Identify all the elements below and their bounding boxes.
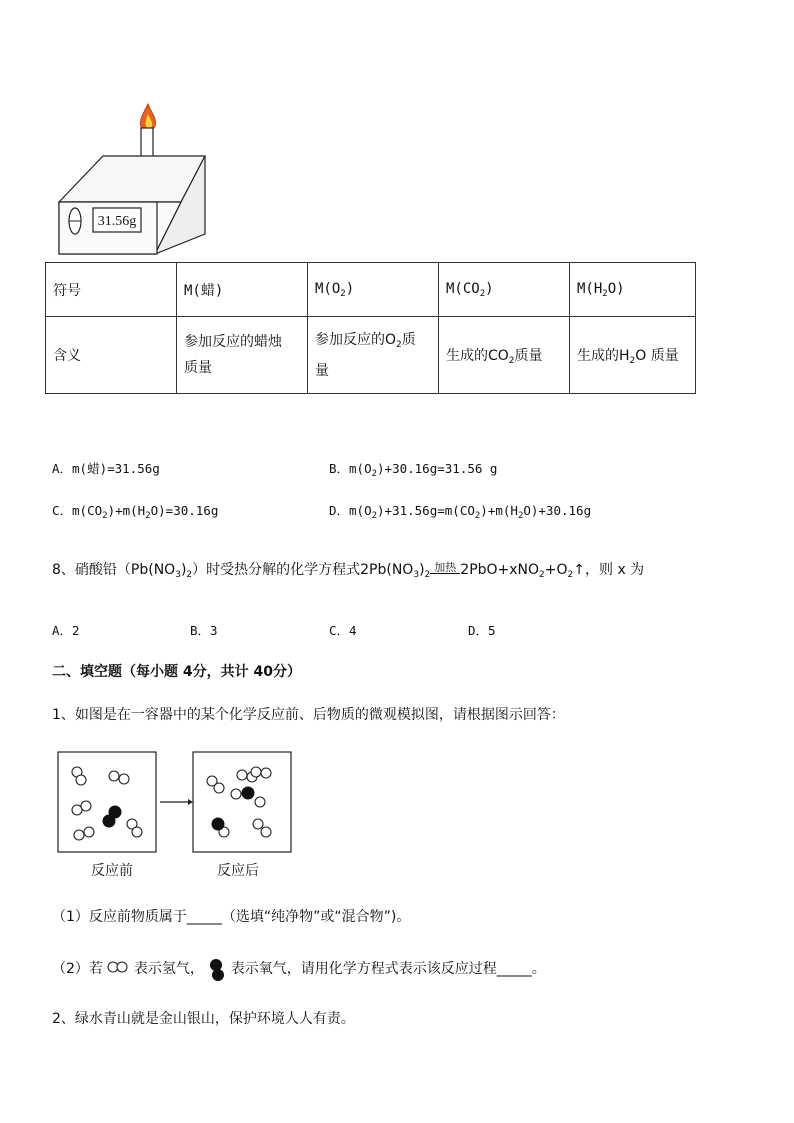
- q8-option-c: C．4: [329, 623, 357, 638]
- q7-option-c: C．$m(CO_2)+m(H_2O)=30.16g$: [52, 503, 219, 521]
- fill2-stem: 2、绿水青山就是金山银山，保护环境人人有责。: [52, 1011, 355, 1027]
- table-cell: 符号: [46, 263, 177, 317]
- table-cell: $M(H_2O)$: [570, 263, 696, 317]
- fill1-stem: 1、如图是在一容器中的某个化学反应前、后物质的微观模拟图，请根据图示回答：: [52, 707, 565, 723]
- before-box: [58, 752, 156, 852]
- fill1-sub1: （1）反应前物质属于_____（选填“纯净物”或“混合物”)。: [52, 909, 411, 925]
- q8-option-b: B．3: [190, 623, 218, 638]
- q8-stem: 8、硝酸铅$(Pb(NO_3)_2)$时受热分解的化学方程式$2Pb(NO_3)_2$ 加热 $2PbO+xNO_2+O_2↑$，则 x 为: [52, 561, 645, 580]
- table-cell: 生成的$H_2O$ 质量: [570, 317, 696, 394]
- candle-balance-figure: [55, 100, 215, 260]
- table-cell: $M(CO_2)$: [439, 263, 570, 317]
- after-box: [193, 752, 291, 852]
- table-row: [46, 263, 696, 317]
- label-before: 反应前: [91, 863, 133, 879]
- oxygen-molecule-icon: [208, 958, 226, 982]
- q8-option-d: D．5: [468, 623, 496, 638]
- hydrogen-molecule-icon: [107, 960, 129, 974]
- q7-option-d: D．$m(O_2)+31.56g=m(CO_2)+m(H_2O)+30.16g$: [329, 503, 592, 521]
- table-row: [46, 317, 696, 394]
- q7-option-a: A．m(蜡)=31.56g: [52, 461, 160, 476]
- table-cell: 含义: [46, 317, 177, 394]
- q7-option-b: B．$m(O_2)+30.16g=31.56$ g: [329, 461, 498, 479]
- fill1-sub2: （2）若 表示氢气， 表示氧气，请用化学方程式表示该反应过程_____。: [52, 957, 546, 981]
- table-cell: 生成的$CO_2$质量: [439, 317, 570, 394]
- section-title: 二、填空题（每小题 4分，共计 40分）: [52, 664, 301, 680]
- reaction-condition: 加热: [430, 571, 460, 574]
- balance-reading: 31.56g: [97, 214, 137, 229]
- table-cell: M(蜡): [177, 263, 308, 317]
- q8-option-a: A．2: [52, 623, 80, 638]
- label-after: 反应后: [217, 863, 259, 879]
- reaction-micro-diagram: [56, 750, 296, 858]
- symbol-meaning-table: [45, 262, 696, 394]
- arrow-icon: [188, 799, 193, 805]
- table-cell: 参加反应的蜡烛 质量: [177, 317, 308, 394]
- table-cell: $M(O_2)$: [308, 263, 439, 317]
- table-cell: 参加反应的$O_2$质 量: [308, 317, 439, 394]
